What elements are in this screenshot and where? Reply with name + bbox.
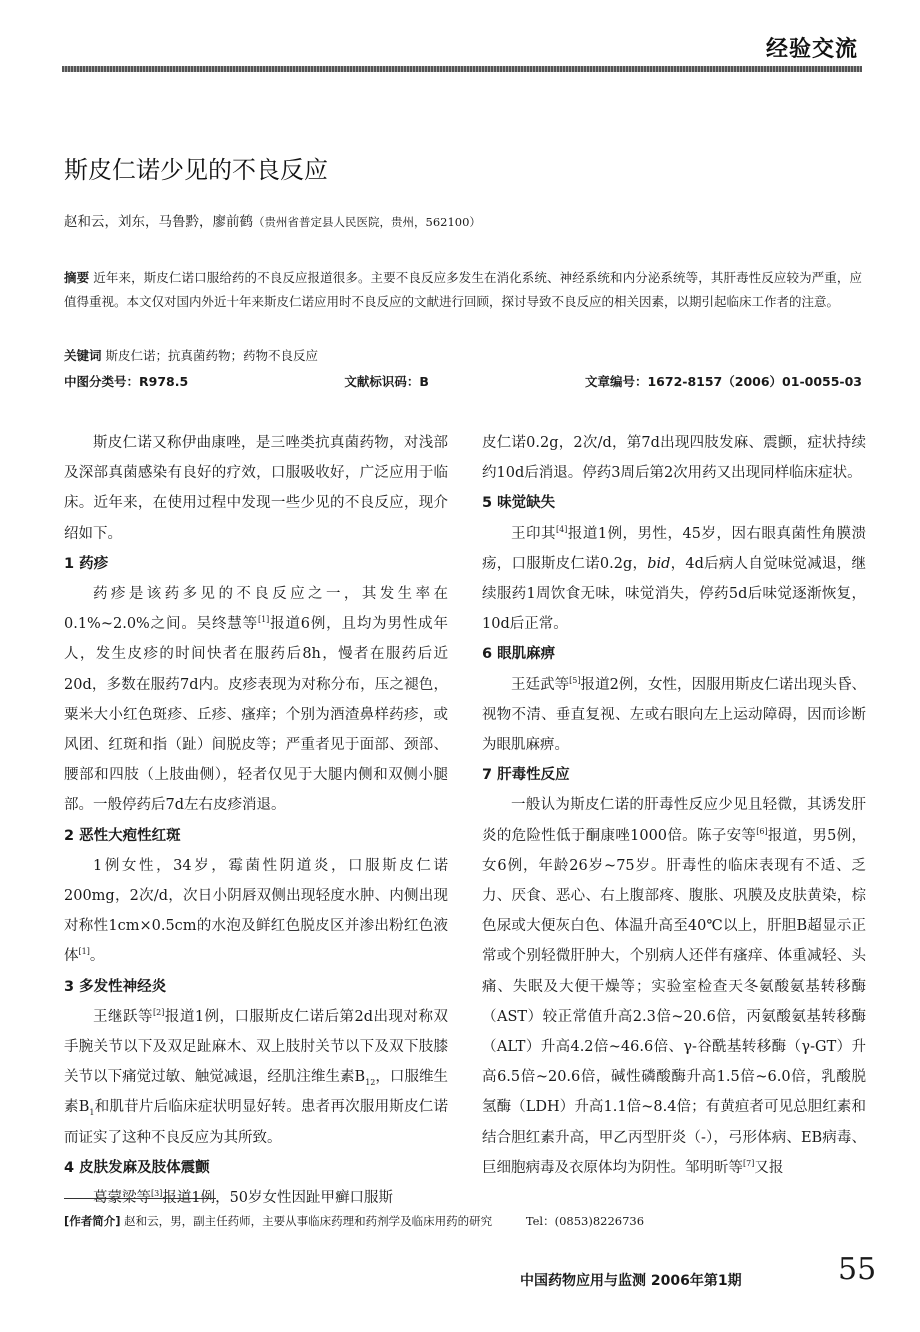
- section-heading-1: 1 药疹: [64, 555, 109, 572]
- keywords-label: 关键词: [64, 348, 102, 363]
- paragraph-6: 王廷武等[5]报道2例，女性，因服用斯皮仁诺出现头昏、视物不清、垂直复视、左或右眼向左上运动障碍，因而诊断为眼肌麻痹。: [482, 675, 866, 754]
- citation-1b[interactable]: [1]: [78, 947, 90, 957]
- section-heading-7: 7 肝毒性反应: [482, 767, 570, 784]
- right-column: [482, 428, 866, 1183]
- paragraph-4-cont: 皮仁诺0.2g，2次/d，第7d出现四肢发麻、震颤，症状持续约10d后消退。停药3周后第2次用药又出现同样临床症状。: [482, 435, 866, 482]
- footnote-label: [作者简介]: [64, 1214, 121, 1228]
- section-heading-4: 4 皮肤发麻及肢体震颤: [64, 1159, 210, 1176]
- paragraph-7: 一般认为斯皮仁诺的肝毒性反应少见且轻微，其诱发肝炎的危险性低于酮康唑1000倍。陈子安等[6]报道，男5例，女6例，年龄26岁~75岁。肝毒性的临床表现有不适、乏力、厌食、恶心、右上腹部疼、腹胀、巩膜及皮肤黄染，棕色尿或大便灰白色、体温升高至40℃以上，肝胆B超显示正常或个别轻微肝肿大，个别病人还伴有瘙痒、体重减轻、头痛、失眠及大便干燥等；实验室检查天冬氨酸氨基转移酶（AST）较正常值升高2.3倍~20.6倍，丙氨酸氨基转移酶（ALT）升高4.2倍~46.6倍、γ-谷酰基转移酶（γ-GT）升高6.5倍~20.6倍，碱性磷酸酶升高1.5倍~6.0倍，乳酸脱氢酶（LDH）升高1.1倍~8.4倍；有黄疸者可见总胆红素和结合胆红素升高，甲乙丙型肝炎（-），弓形体病、EB病毒、巨细胞病毒及衣原体均为阴性。邹明昕等[7]又报: [482, 797, 866, 1176]
- citation-3[interactable]: [3]: [151, 1189, 163, 1199]
- article-title: 斯皮仁诺少见的不良反应: [64, 156, 328, 184]
- paragraph-3: 王继跃等[2]报道1例，口服斯皮仁诺后第2d出现对称双手腕关节以下及双足趾麻木、双上肢肘关节以下及双下肢膝关节以下痛觉过敏、触觉减退，经肌注维生素$B_{12}$，口服维生素$B_1$和肌苷片后临床症状明显好转。患者再次服用斯皮仁诺而证实了这种不良反应为其所致。: [64, 1008, 449, 1146]
- citation-1[interactable]: [1]: [257, 615, 270, 625]
- document-code: 文献标识码：B: [344, 374, 429, 389]
- section-heading-2: 2 恶性大疱性红斑: [64, 827, 181, 844]
- footnote-rule: [64, 1198, 216, 1199]
- section-heading-6: 6 眼肌麻痹: [482, 646, 556, 663]
- classification-line: [64, 372, 862, 390]
- abstract-text: 近年来，斯皮仁诺口服给药的不良反应报道很多。主要不良反应多发生在消化系统、神经系统和内分泌系统等，其肝毒性反应较为严重，应值得重视。本文仅对国内外近十年来斯皮仁诺应用时不良反应的文献进行回顾，探讨导致不良反应的相关因素，以期引起临床工作者的注意。: [64, 270, 862, 309]
- paragraph-5: 王印其[4]报道1例，男性，45岁，因右眼真菌性角膜溃疡，口服斯皮仁诺0.2g，bid，4d后病人自觉味觉减退，继续服药1周饮食无味，味觉消失，停药5d后味觉逐渐恢复，10d后正常。: [482, 524, 867, 633]
- affiliation: （贵州省普定县人民医院，贵州，562100）: [253, 215, 481, 229]
- footnote-tel: Tel：(0853)8226736: [525, 1214, 645, 1228]
- intro-paragraph: 斯皮仁诺又称伊曲康唑，是三唑类抗真菌药物，对浅部及深部真菌感染有良好的疗效，口服吸收好，广泛应用于临床。近年来，在使用过程中发现一些少见的不良反应，现介绍如下。: [64, 435, 448, 542]
- footnote-text: 赵和云，男，副主任药师，主要从事临床药理和药剂学及临床用药的研究: [124, 1214, 493, 1228]
- citation-5[interactable]: [5]: [569, 675, 581, 685]
- clc-number: 中图分类号：R978.5: [64, 374, 189, 389]
- abstract-label: 摘要: [64, 270, 90, 285]
- citation-2[interactable]: [2]: [153, 1008, 165, 1018]
- keywords-text: 斯皮仁诺；抗真菌药物；药物不良反应: [105, 348, 319, 363]
- article-number: 文章编号：1672-8157（2006）01-0055-03: [584, 374, 862, 389]
- author-footnote: [64, 1213, 644, 1229]
- citation-6[interactable]: [6]: [756, 826, 768, 836]
- journal-footer: 中国药物应用与监测 2006年第1期: [520, 1273, 742, 1289]
- citation-4[interactable]: [4]: [556, 524, 568, 534]
- section-heading-3: 3 多发性神经炎: [64, 978, 167, 995]
- page-number: 55: [838, 1252, 877, 1287]
- author-line: [64, 210, 481, 230]
- citation-7[interactable]: [7]: [743, 1159, 755, 1169]
- paragraph-2: 1例女性，34岁，霉菌性阴道炎，口服斯皮仁诺200mg，2次/d，次日小阴唇双侧出现轻度水肿、内侧出现对称性1cm×0.5cm的水泡及鲜红色脱皮区并渗出粉红色液体[1]。: [64, 857, 448, 965]
- paragraph-4: 葛蒙梁等[3]报道1例，50岁女性因趾甲癣口服斯: [93, 1189, 394, 1207]
- left-column: [64, 428, 448, 1213]
- paragraph-1: 药疹是该药多见的不良反应之一，其发生率在0.1%~2.0%之间。吴终慧等[1]报道6例，且均为男性成年人，发生皮疹的时间快者在服药后8h，慢者在服药后近20d，多数在服药7d内。皮疹表现为对称分布，压之褪色，粟米大小红色斑疹、丘疹、瘙痒；个别为酒渣鼻样药疹，或风团、红斑和指（趾）间脱皮等；严重者见于面部、颈部、腰部和四肢（上肢曲侧），轻者仅见于大腿内侧和双侧小腿部。一般停药后7d左右皮疹消退。: [64, 586, 448, 814]
- header-rule: [62, 66, 862, 72]
- authors: 赵和云，刘东，马鲁黔，廖前鹤: [64, 214, 253, 230]
- section-tag: 经验交流: [765, 37, 858, 62]
- abstract: [64, 266, 862, 314]
- section-heading-5: 5 味觉缺失: [482, 495, 556, 512]
- keywords: [64, 346, 318, 364]
